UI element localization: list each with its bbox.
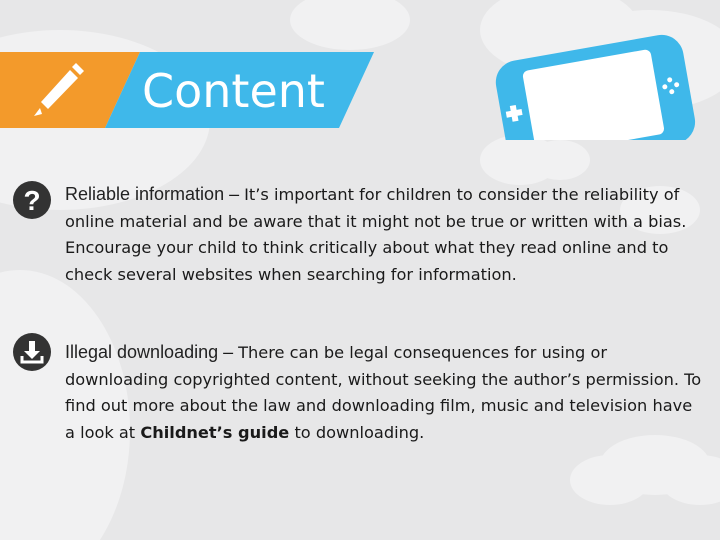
reliable-information-section: Reliable information – It’s important for children to consider the reliability of online material and be aware that it might not be true or written with a bias. Encourage your child to think critically about what they read online and to check several websites when searching for information. [65, 184, 687, 284]
childnet-guide-link[interactable]: Childnet’s guide [140, 422, 290, 442]
download-icon [12, 332, 52, 372]
illegal-downloading-text: There can be legal consequences for using or downloading copyrighted content, without seeking the author’s permission. To find out more about the law and downloading film, music and television have a look at [65, 343, 702, 442]
header-banner [0, 0, 720, 140]
illegal-downloading-heading: Illegal downloading [65, 342, 219, 362]
svg-text:?: ? [23, 185, 41, 216]
illegal-downloading-text-end: to downloading. [289, 422, 425, 442]
reliable-information-text: It’s important for children to consider the reliability of online material and be aware that it might not be true or written with a bias. Encourage your child to think critically about what they read online and to check several websites when searching for information. [65, 185, 687, 284]
reliable-information-heading: Reliable information [65, 184, 225, 204]
handheld-game-icon [492, 31, 698, 140]
page-title: Content [142, 64, 325, 118]
illegal-downloading-section: Illegal downloading – There can be legal consequences for using or downloading copyrighted content, without seeking the author’s permission. To find out more about the law and downloading film, music and television have a look at Childnet’s guide to downloading. [65, 342, 702, 442]
question-mark-icon [12, 180, 52, 220]
